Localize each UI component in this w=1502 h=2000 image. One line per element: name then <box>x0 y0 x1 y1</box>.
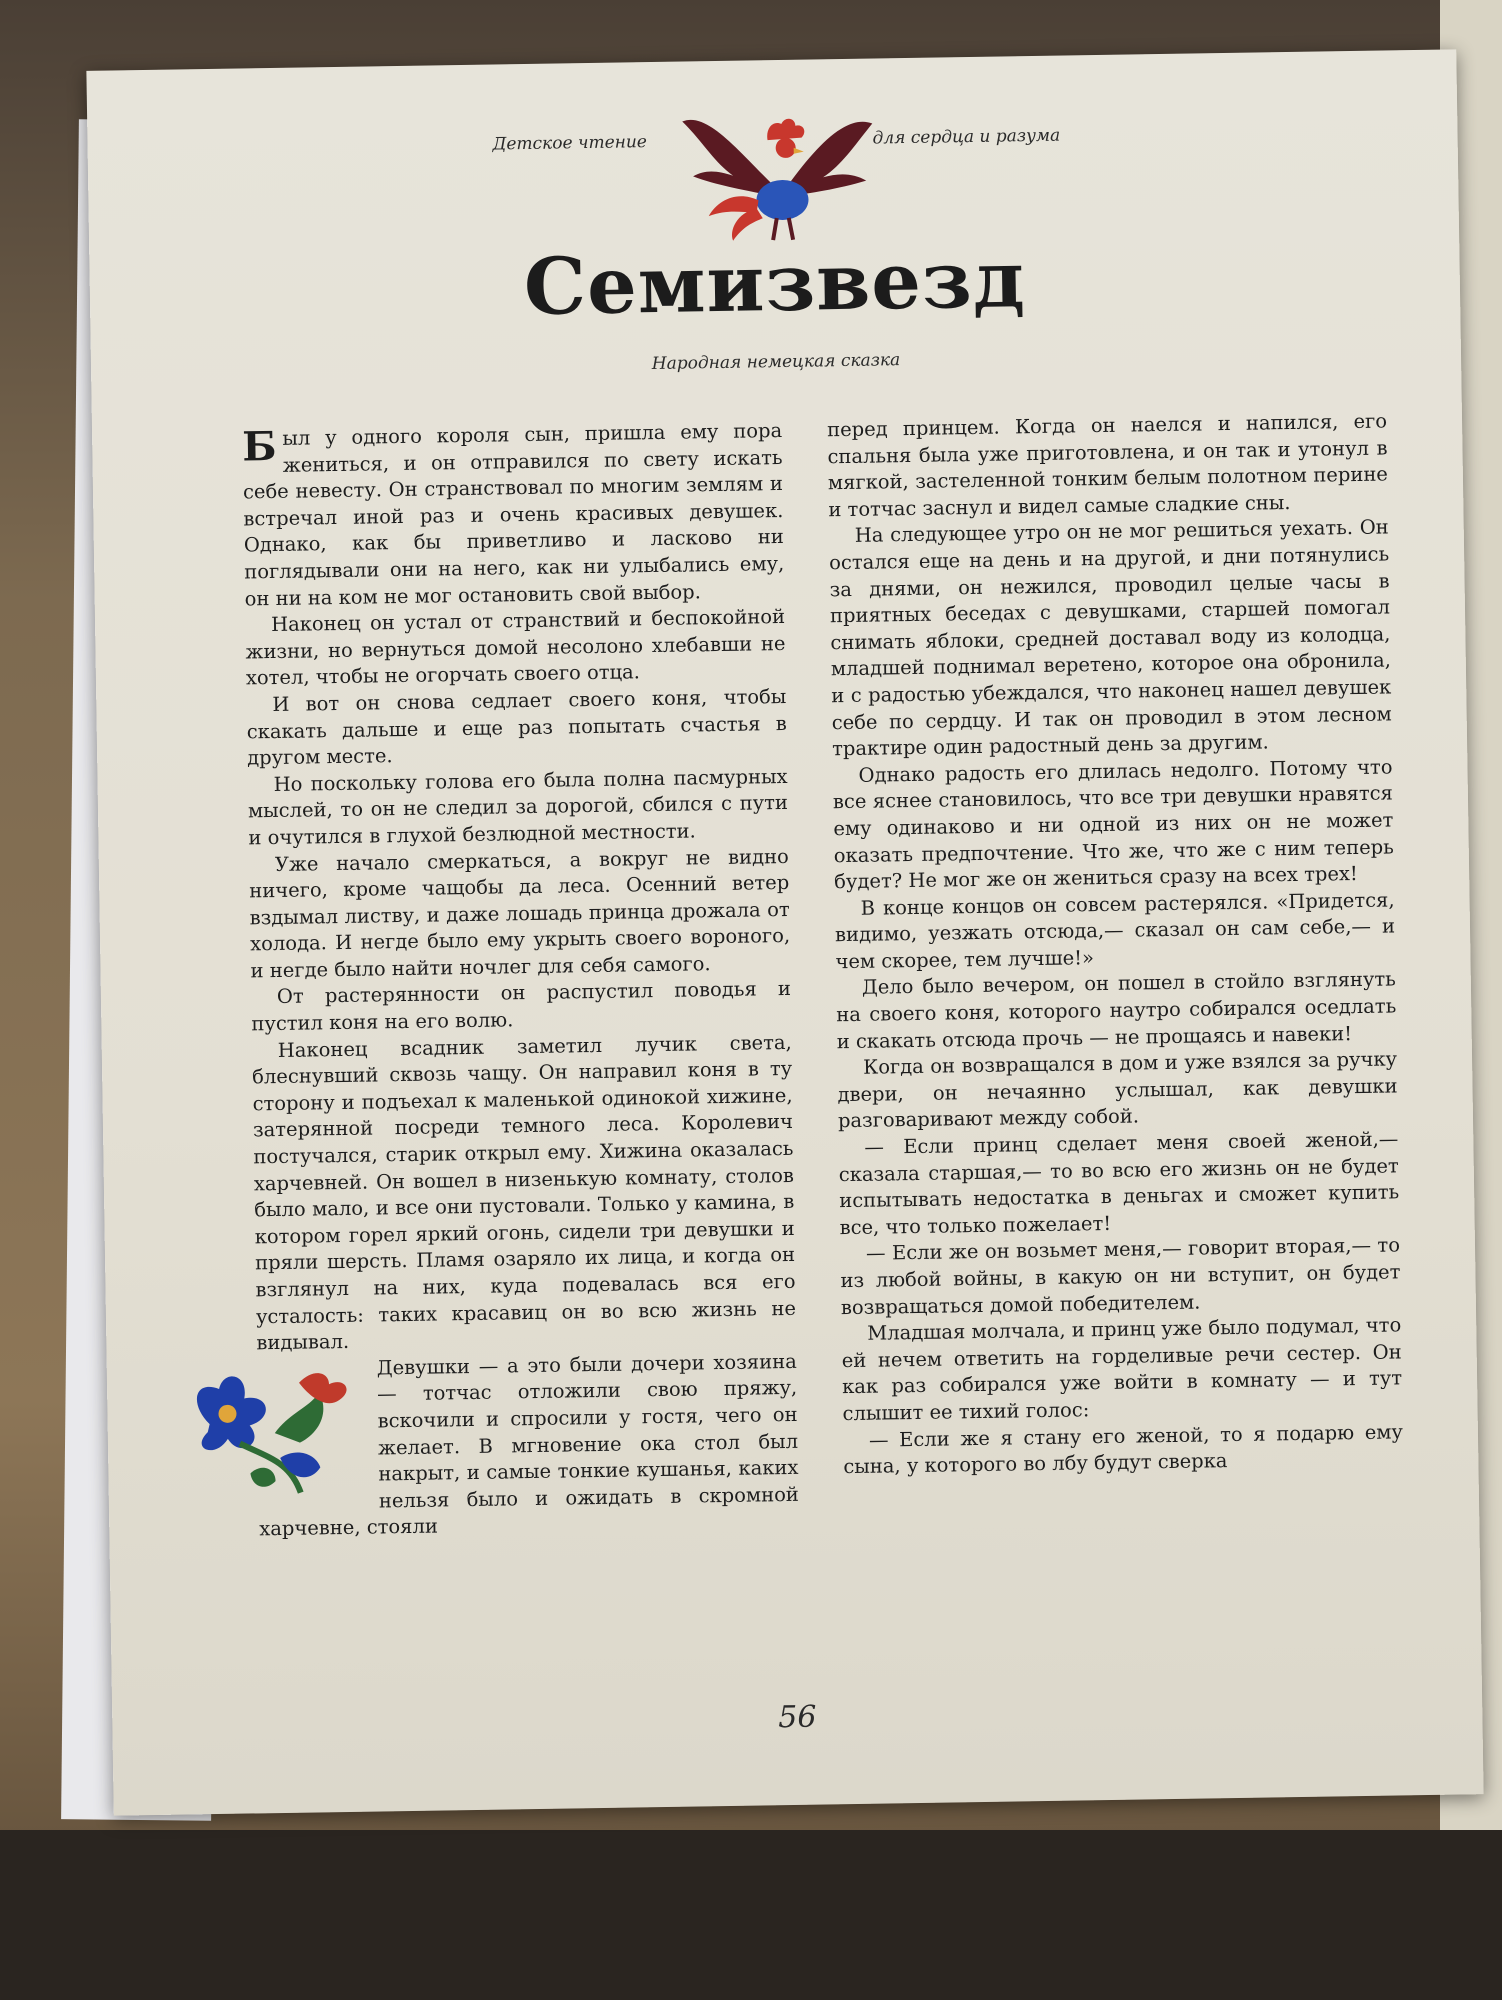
paragraph: Когда он возвращался в дом и уже взялся за ручку двери, он нечаянно услышал, как девушки разговаривают между собой. <box>837 1047 1398 1133</box>
paragraph: И вот он снова седлает своего коня, чтобы скакать дальше и еще раз попытать счастья в другом месте. <box>246 684 787 770</box>
paragraph: Дело было вечером, он пошел в стойло взглянуть на своего коня, которого наутро собирался оседлать и скакать отсюда прочь — не прощаясь и навеки! <box>836 967 1397 1053</box>
paragraph: Но поскольку голова его была полна пасмурных мыслей, то он не следил за дорогой, сбился с пути и очутился в глухой безлюдной местности. <box>247 764 789 850</box>
continued-paragraph: перед принцем. Когда он наелся и напился, его спальня была уже приготовлена, и он так и утонул в мягкой, застеленной тонким белым полотном перине и тотчас заснул и видел самые сладкие сны. <box>826 409 1389 522</box>
paragraph: — Если принц сделает меня своей женой,— сказала старшая,— то во всю его жизнь он не будет испытывать недостатка в деньгах и сможет купить все, что только пожелает! <box>838 1127 1400 1239</box>
story-subtitle: Народная немецкая сказка <box>651 350 901 375</box>
running-header-left: Детское чтение <box>492 132 648 155</box>
left-column <box>242 418 799 1543</box>
paragraph: — Если же он возьмет меня,— говорит вторая,— то из любой войны, в какую он ни вступит, он будет возвращаться домой победителем. <box>840 1233 1401 1319</box>
running-header-right: для сердца и разума <box>872 125 1061 149</box>
magazine-page <box>86 49 1483 1815</box>
story-title: Семизвезд <box>523 234 1027 334</box>
closing-text: Девушки — а это были дочери хозяина — тотчас отложили свою пряжу, вскочили и спросили у гостя, чего он желает. В мгновение ока стол был накрыт, и самые тонкие кушанья, каких нельзя было и ожидать в скромной харчевне, стояли <box>259 1349 800 1541</box>
paragraph: — Если же я стану его женой, то я подарю ему сына, у которого во лбу будут сверка <box>843 1419 1404 1479</box>
paragraph: Однако радость его длилась недолго. Потому что все яснее становилось, что все три девушки нравятся ему одинаково и ни одной из них он не может оказать предпочтение. Что же, что же с ним теперь будет? Не мог же он жениться сразу на всех трех! <box>832 755 1394 894</box>
flower-ornament-icon <box>179 1361 371 1504</box>
paragraph: Наконец он устал от странствий и беспокойной жизни, но вернуться домой несолоно хлебавши не хотел, чтобы не огорчать своего отца. <box>245 605 786 690</box>
paragraph: В конце концов он совсем растерялся. «Придется, видимо, уезжать отсюда,— сказал он сам себе,— и чем скорее, тем лучше!» <box>834 888 1396 974</box>
page-number: 56 <box>777 1699 817 1736</box>
closing-paragraph <box>257 1349 800 1544</box>
paragraph: Наконец всадник заметил лучик света, блеснувший сквозь чащу. Он направил коня в ту сторону и подъехал к маленькой одинокой хижине, затерянной посреди темного леса. Королевич постучался, старик открыл ему. Хижина оказалась харчевней. Он вошел в низенькую комнату, столов было мало, и все они пустовали. Только у камина, в котором горел яркий огонь, сидели три девушки и пряли шерсть. Пламя озаряло их лица, и когда он взглянул на них, куда подевалась вся его усталость: таких красавиц он во всю жизнь не видывал. <box>252 1030 797 1355</box>
paragraph: На следующее утро он не мог решиться уехать. Он остался еще на день и на другой, и дни потянулись за днями, он нежился, проводил целые часы в приятных беседах с девушками, старшей помогал снимать яблоки, средней доставал воду из колодца, младшей поднимал веретено, которое она обронила, и с радостью убеждался, что наконец нашел девушек себе по сердцу. И так он проводил в этом лесном трактире один радостный день за другим. <box>829 515 1392 761</box>
right-column <box>827 408 1404 1480</box>
desk-edge <box>0 1830 1502 2000</box>
opening-text: ыл у одного короля сын, пришла ему пора жениться, и он отправился по свету искать себе невесту. Он странствовал по многим землям и встречал иной раз и очень красивых девушек. Однако, как бы приветливо и ласково ни поглядывали они на него, как ни улыбались ему, он ни на ком не мог остановить свой выбор. <box>242 418 785 611</box>
drop-cap: Б <box>241 422 277 471</box>
rooster-icon <box>677 88 880 261</box>
opening-paragraph <box>242 418 785 613</box>
paragraph: Младшая молчала, и принц уже было подумал, что ей нечем ответить на горделивые речи сестер. Он как раз собирался уже войти в комнату — и тут слышит ее тихий голос: <box>841 1313 1403 1426</box>
paragraph: Уже начало смеркаться, а вокруг не видно ничего, кроме чащобы да леса. Осенний ветер вздымал листву, и даже лошадь принца дрожала от холода. И негде было ему укрыть своего вороного, и негде было найти ночлег для себя самого. <box>249 844 791 983</box>
paragraph: От растерянности он распустил поводья и пустил коня на его волю. <box>251 977 792 1036</box>
